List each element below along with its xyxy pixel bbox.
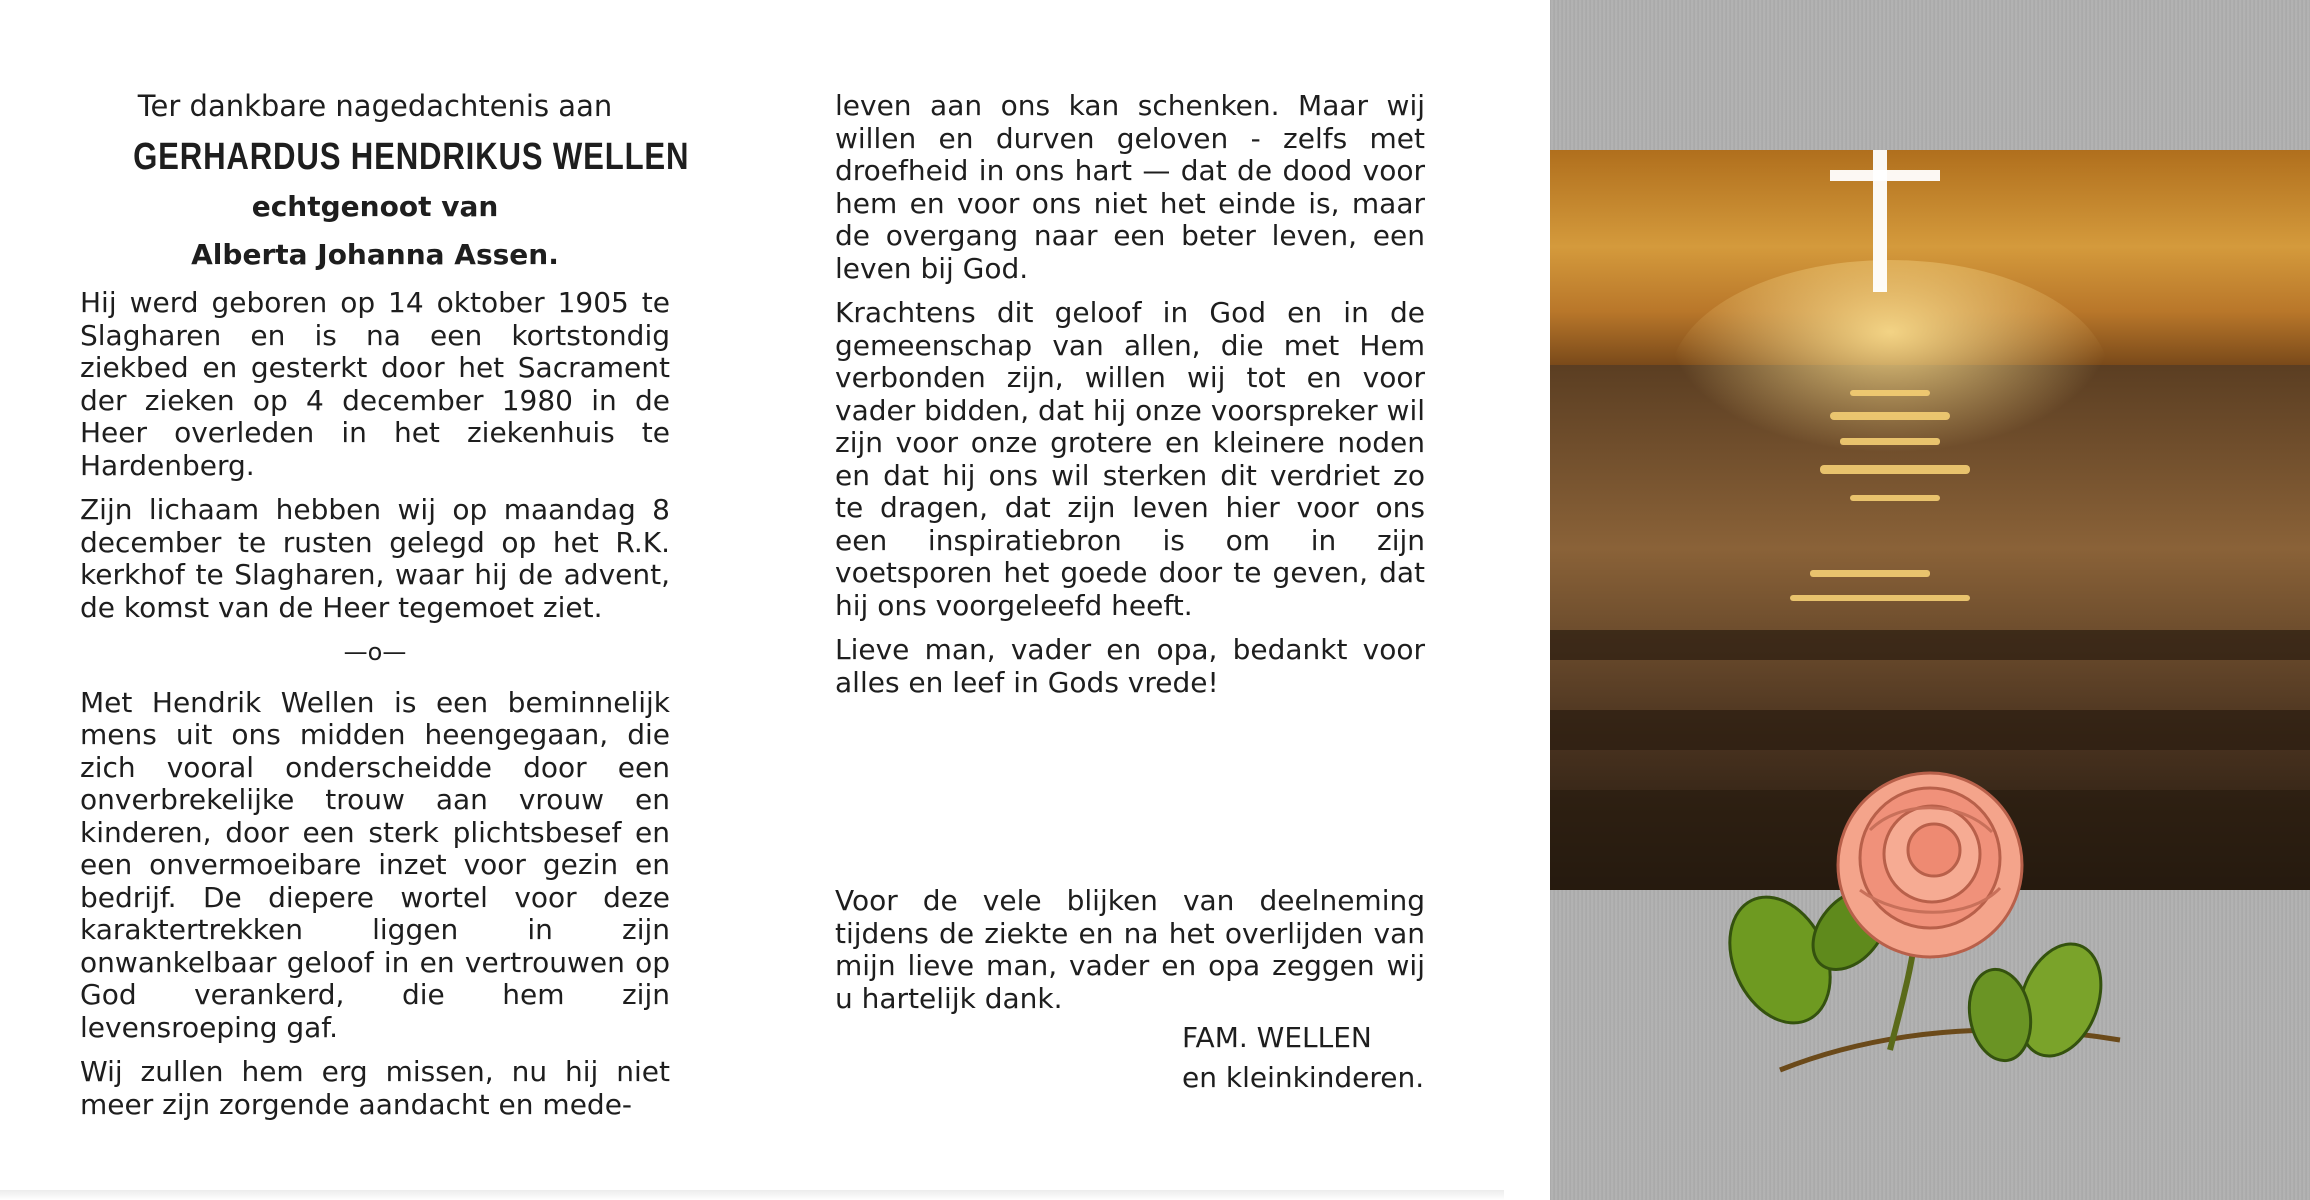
deceased-name: GERHARDUS HENDRIKUS WELLEN [133, 135, 690, 178]
paragraph-burial: Zijn lichaam hebben wij op maandag 8 december te rusten gelegd op het R.K. kerkhof te Slagharen, waar hij de advent, de komst van de Heer tegemoet ziet. [80, 493, 670, 624]
paragraph-farewell: Lieve man, vader en opa, bedankt voor alles en leef in Gods vrede! [835, 633, 1425, 699]
spouse-name: Alberta Johanna Assen. [191, 238, 559, 271]
picture-card [1550, 0, 2310, 1200]
paragraph-missing: Wij zullen hem erg missen, nu hij niet meer zijn zorgende aandacht en mede- [80, 1055, 670, 1121]
paragraph-faith: leven aan ons kan schenken. Maar wij willen en durven geloven - zelfs met droefheid in ons hart — dat de dood voor hem en voor ons niet het einde is, maar de overgang naar een beter leven, een leven bij God. [835, 89, 1425, 285]
paragraph-birth: Hij werd geboren op 14 oktober 1905 te Slagharen en is na een kortstondig ziekbed en gesterkt door het Sacrament der zieken op 4 december 1980 in de Heer overleden in het ziekenhuis te Hardenberg. [80, 286, 670, 482]
left-column [80, 89, 690, 1133]
signature-grandchildren: en kleinkinderen. [1182, 1061, 1425, 1094]
page-fold-shadow [0, 1190, 1504, 1200]
rose-icon [1700, 770, 2180, 1130]
spouse-prefix: echtgenoot van [251, 190, 499, 223]
paragraph-thanks: Voor de vele blijken van deelneming tijdens de ziekte en na het overlijden van mijn lieve man, vader en opa zeggen wij u hartelijk dank. [835, 884, 1425, 1015]
signature-family: FAM. WELLEN [1182, 1021, 1372, 1054]
thanks-block [835, 885, 1425, 1027]
intro-line: Ter dankbare nagedachtenis aan [137, 89, 613, 123]
middle-column [835, 90, 1425, 711]
paragraph-prayer: Krachtens dit geloof in God en in de gemeenschap van allen, die met Hem verbonden zijn, willen wij tot en voor vader bidden, dat hij onze voorspreker wil zijn voor onze grotere en kleinere noden en dat hij ons wil sterken dit verdriet zo te dragen, dat zijn leven hier voor ons een inspiratiebron is om in zijn voetsporen het goede door te geven, dat hij ons voorgeleefd heeft. [835, 296, 1425, 622]
separator: —o— [343, 638, 407, 666]
left-page [0, 0, 752, 1200]
paragraph-character: Met Hendrik Wellen is een beminnelijk mens uit ons midden heengegaan, die zich vooral onderscheidde door een onverbrekelijke trouw aan vrouw en kinderen, door een sterk plichtsbesef en een onvermoeibare inzet voor gezin en bedrijf. De diepere wortel voor deze karaktertrekken liggen in zijn onwankelbaar geloof in en vertrouwen op God verankerd, die hem zijn levensroeping gaf. [80, 685, 670, 1044]
middle-page [752, 0, 1504, 1200]
